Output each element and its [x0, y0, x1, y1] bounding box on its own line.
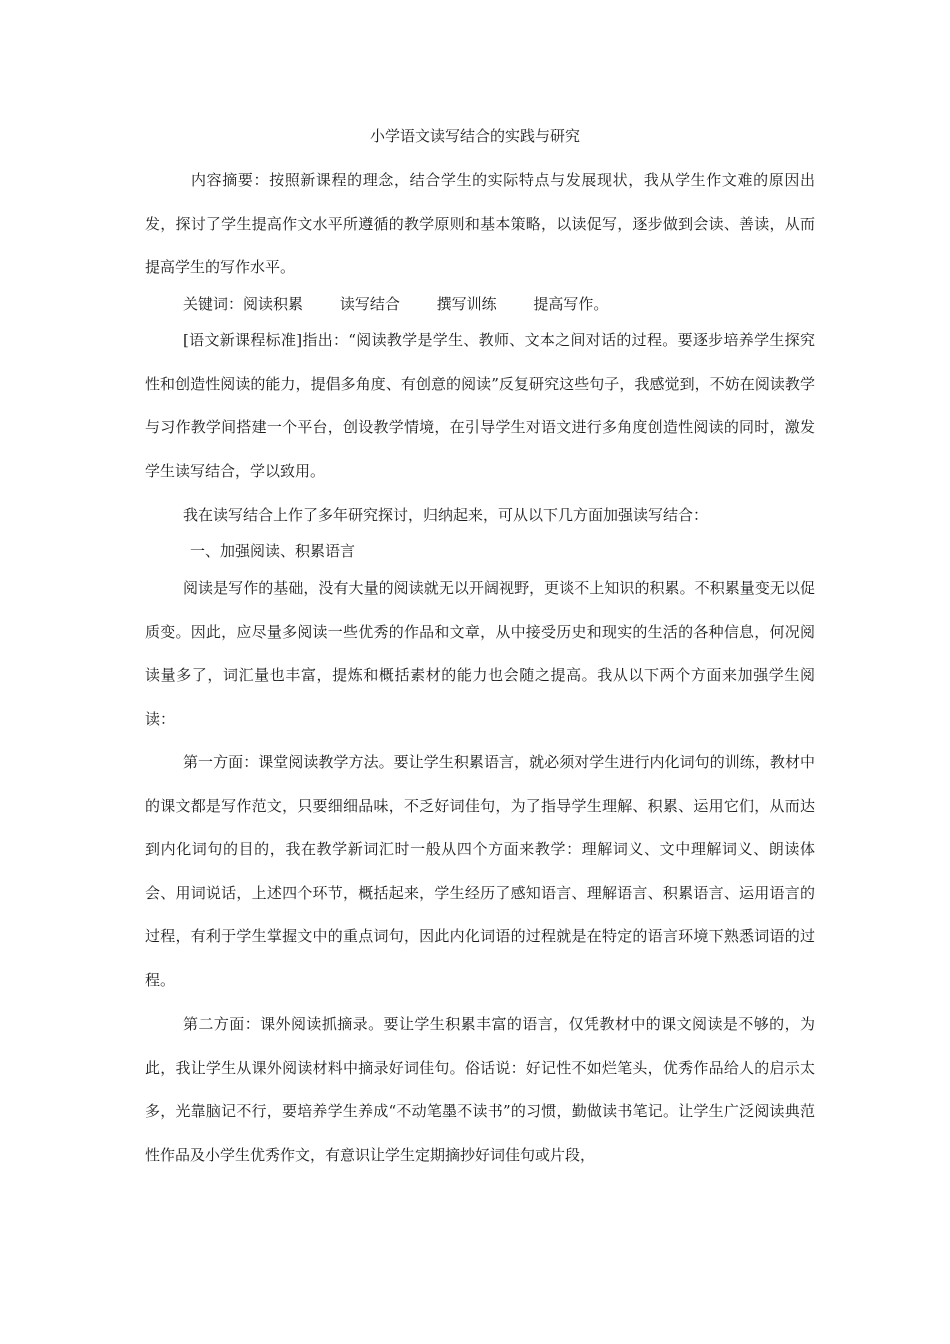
extracurricular-reading-paragraph: 第二方面：课外阅读抓摘录。要让学生积累丰富的语言，仅凭教材中的课文阅读是不够的，为此，我让学生从课外阅读材料中摘录好词佳句。俗话说：好记性不如烂笔头，优秀作品给人的启示太多，光靠脑记不行，要培养学生养成“不动笔墨不读书”的习惯，勤做读书笔记。让学生广泛阅读典范性作品及小学生优秀作文，有意识让学生定期摘抄好词佳句或片段，: [145, 1015, 815, 1164]
reading-foundation-paragraph: 阅读是写作的基础，没有大量的阅读就无以开阔视野，更谈不上知识的积累。不积累量变无以促质变。因此，应尽量多阅读一些优秀的作品和文章，从中接受历史和现实的生活的各种信息，何况阅读量多了，词汇量也丰富，提炼和概括素材的能力也会随之提高。我从以下两个方面来加强学生阅读：: [145, 579, 815, 728]
classroom-reading-paragraph: 第一方面：课堂阅读教学方法。要让学生积累语言，就必须对学生进行内化词句的训练，教材中的课文都是写作范文，只要细细品味，不乏好词佳句，为了指导学生理解、积累、运用它们，从而达到内化词句的目的，我在教学新词汇时一般从四个方面来教学：理解词义、文中理解词义、朗读体会、用词说话，上述四个环节，概括起来，学生经历了感知语言、理解语言、积累语言、运用语言的过程，有利于学生掌握文中的重点词句，因此内化词语的过程就是在特定的语言环境下熟悉词语的过程。: [145, 753, 815, 989]
keywords-label: [183, 295, 335, 313]
keywords-line: [183, 292, 608, 316]
section-heading: 一、加强阅读、积累语言: [190, 542, 356, 560]
keyword-item: 提高写作。: [533, 295, 609, 313]
keywords-label-text: 关键词：: [183, 295, 244, 313]
standard-quote-paragraph: [语文新课程标准]指出：“阅读教学是学生、教师、文本之间对话的过程。要逐步培养学生探究性和创造性阅读的能力，提倡多角度、有创意的阅读”反复研究这些句子，我感觉到，不妨在阅读教学与习作教学间搭建一个平台，创设教学情境，在引导学生对语文进行多角度创造性阅读的同时，激发学生读写结合，学以致用。: [145, 331, 815, 480]
keyword-item: 阅读积累: [243, 295, 304, 313]
document-title: 小学语文读写结合的实践与研究: [369, 127, 580, 145]
intro-paragraph: 我在读写结合上作了多年研究探讨，归纳起来，可从以下几方面加强读写结合：: [183, 506, 709, 524]
abstract-paragraph: 内容摘要：按照新课程的理念，结合学生的实际特点与发展现状，我从学生作文难的原因出发，探讨了学生提高作文水平所遵循的教学原则和基本策略，以读促写，逐步做到会读、善读，从而提高学生的写作水平。: [145, 171, 815, 276]
keyword-item: 读写结合: [339, 295, 400, 313]
keyword-item: 撰写训练: [436, 295, 497, 313]
